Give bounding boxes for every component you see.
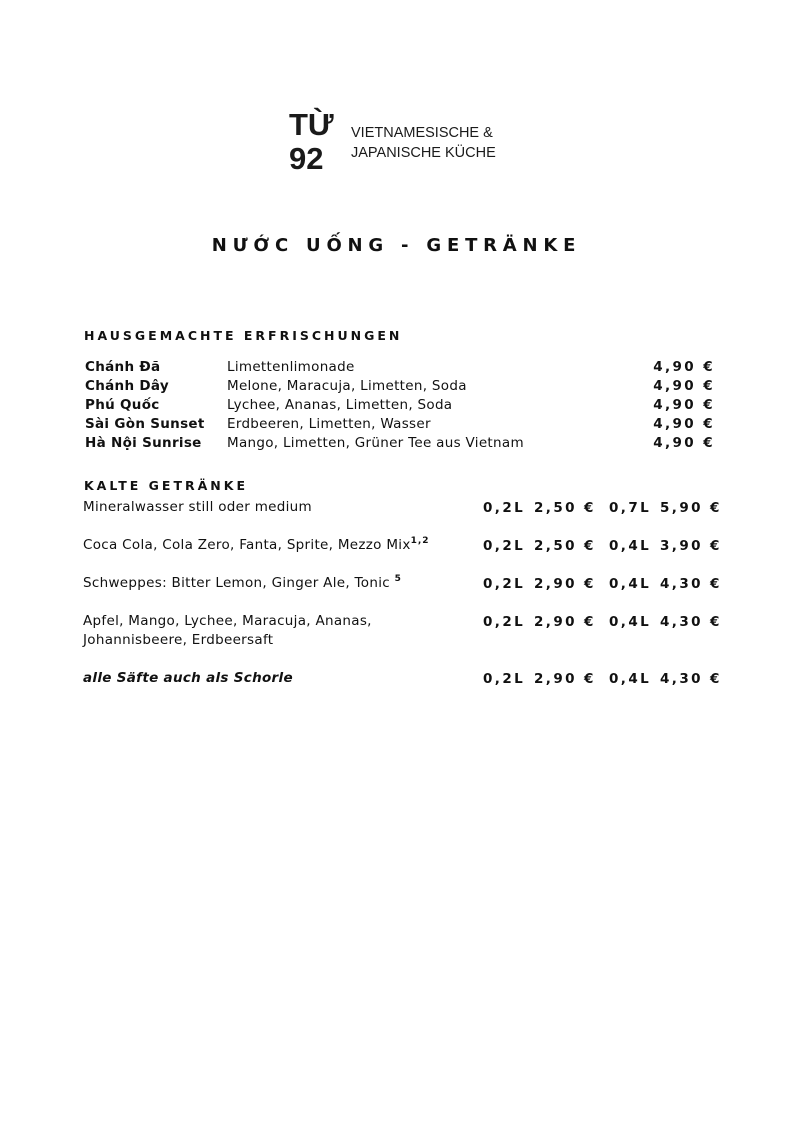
- logo-mark: [289, 108, 343, 176]
- section-title-homemade: HAUSGEMACHTE ERFRISCHUNGEN: [84, 328, 403, 343]
- page-title: NƯỚC UỐNG - GETRÄNKE: [211, 235, 582, 256]
- section-title-cold: KALTE GETRÄNKE: [84, 478, 248, 493]
- price-large: 4,30 €: [660, 576, 722, 592]
- price-small: 2,50 €: [534, 500, 596, 516]
- drink-name: Chánh Đã: [85, 359, 161, 375]
- price-large: 5,90 €: [660, 500, 722, 516]
- drink-name: Schweppes: Bitter Lemon, Ginger Ale, Tonic $^5$: [83, 574, 402, 591]
- schorle-note: alle Säfte auch als Schorle: [83, 670, 293, 686]
- drink-name: Sài Gòn Sunset: [85, 416, 205, 432]
- size-small: 0,2L: [483, 671, 526, 687]
- size-large: 0,4L: [609, 538, 652, 554]
- menu-row: [0, 434, 793, 453]
- drink-price: 4,90 €: [653, 416, 715, 432]
- drink-name: Chánh Dây: [85, 378, 169, 394]
- menu-row: [0, 396, 793, 415]
- price-small: 2,50 €: [534, 538, 596, 554]
- logo-mark-line2: 92: [289, 141, 324, 176]
- drink-description: Limettenlimonade: [227, 359, 355, 375]
- drink-name: Phú Quốc: [85, 397, 160, 413]
- drink-name: Apfel, Mango, Lychee, Maracuja, Ananas, Johannisbeere, Erdbeersaft: [83, 613, 372, 648]
- menu-row: [0, 415, 793, 434]
- price-small: 2,90 €: [534, 576, 596, 592]
- drink-description: Lychee, Ananas, Limetten, Soda: [227, 397, 453, 413]
- drink-description: Melone, Maracuja, Limetten, Soda: [227, 378, 467, 394]
- size-small: 0,2L: [483, 614, 526, 630]
- drink-price: 4,90 €: [653, 359, 715, 375]
- drink-price: 4,90 €: [653, 378, 715, 394]
- drink-price: 4,90 €: [653, 435, 715, 451]
- size-large: 0,4L: [609, 671, 652, 687]
- drink-name: Hà Nội Sunrise: [85, 435, 202, 451]
- allergen-footnote: 1,2: [410, 536, 430, 546]
- drink-price: 4,90 €: [653, 397, 715, 413]
- menu-row: [0, 377, 793, 396]
- price-small: 2,90 €: [534, 614, 596, 630]
- drink-name: Coca Cola, Cola Zero, Fanta, Sprite, Mezzo Mix$^{1,2}$: [83, 536, 430, 553]
- size-large: 0,7L: [609, 500, 652, 516]
- allergen-footnote: 5: [394, 574, 402, 584]
- size-small: 0,2L: [483, 538, 526, 554]
- price-large: 4,30 €: [660, 671, 722, 687]
- logo-text-line2: JAPANISCHE KÜCHE: [351, 145, 496, 161]
- price-small: 2,90 €: [534, 671, 596, 687]
- size-small: 0,2L: [483, 576, 526, 592]
- logo-text: [351, 123, 496, 163]
- drink-description: Mango, Limetten, Grüner Tee aus Vietnam: [227, 435, 524, 451]
- drink-name: Mineralwasser still oder medium: [83, 499, 312, 515]
- size-large: 0,4L: [609, 576, 652, 592]
- size-large: 0,4L: [609, 614, 652, 630]
- logo-text-line1: VIETNAMESISCHE &: [351, 125, 493, 141]
- size-small: 0,2L: [483, 500, 526, 516]
- price-large: 3,90 €: [660, 538, 722, 554]
- menu-row: [0, 358, 793, 377]
- price-large: 4,30 €: [660, 614, 722, 630]
- logo-mark-line1: TỪ: [289, 107, 334, 142]
- drink-description: Erdbeeren, Limetten, Wasser: [227, 416, 431, 432]
